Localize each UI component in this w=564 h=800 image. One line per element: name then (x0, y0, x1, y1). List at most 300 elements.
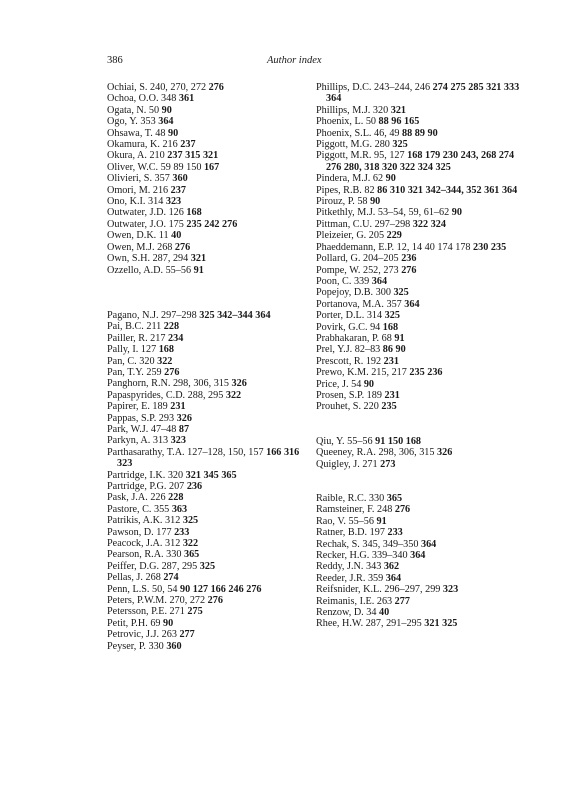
index-entry (316, 299, 521, 310)
page-references: 59 89 150 (160, 161, 202, 173)
index-entry (316, 550, 521, 561)
author-name: Pipes, R.B. (316, 184, 362, 196)
author-name: Owen, D.K. (107, 230, 157, 242)
index-entry (316, 618, 521, 629)
index-entry (107, 492, 302, 503)
bold-page-references: 87 (178, 423, 190, 435)
page-references: 320 (372, 104, 389, 116)
bold-page-references: 233 (174, 526, 190, 538)
bold-page-references: 274 (163, 572, 179, 584)
author-name: Prosen, S.P. (316, 389, 365, 401)
author-name: Park, W.J. (107, 423, 149, 435)
bold-page-references: 276 (401, 264, 417, 276)
page-references: 94 (370, 321, 381, 333)
page-references: 126 (168, 207, 184, 219)
page-references: 259 (146, 366, 162, 378)
bold-page-references: 231 (170, 401, 186, 413)
bold-page-references: 88 96 165 (378, 116, 420, 128)
bold-page-references: 277 (179, 629, 195, 641)
bold-page-references: 274 275 285 321 333 364 (326, 82, 520, 105)
page-references: 297–298 (161, 309, 197, 321)
bold-page-references: 322 324 (412, 218, 446, 230)
page-references: 263 (376, 595, 393, 607)
bold-page-references: 228 (168, 492, 184, 504)
index-entry (316, 596, 521, 607)
author-name: Piggott, M.R. (316, 150, 372, 162)
index-entry (316, 185, 521, 196)
author-name: Portanova, M.A. (316, 298, 384, 310)
bold-page-references: 321 (190, 253, 207, 265)
author-name: Olivieri, S. (107, 173, 152, 185)
index-entry (107, 242, 302, 253)
index-entry (316, 333, 521, 344)
author-name: Peiffer, D.G. (107, 560, 160, 572)
bold-page-references: 323 (442, 584, 459, 596)
index-entry (107, 618, 302, 629)
index-entry (107, 265, 302, 276)
author-name: Petit, P.H. (107, 617, 148, 629)
page-references: 192 (365, 355, 382, 367)
index-entry (107, 82, 302, 93)
bold-page-references: 325 (199, 560, 216, 572)
page-references: 204–205 (362, 253, 399, 265)
page-references: 271 (362, 458, 378, 470)
page-references: 220 (363, 401, 379, 413)
index-entry (107, 641, 302, 652)
page-references: 293 (158, 412, 175, 424)
bold-page-references: 364 (385, 572, 402, 584)
index-entry (107, 139, 302, 150)
author-name: Pappas, S.P. (107, 412, 157, 424)
page-references: 217 (150, 332, 166, 344)
bold-page-references: 362 (383, 561, 400, 573)
page-references: 314 (148, 196, 164, 208)
page-references: 296–297, 299 (384, 584, 441, 596)
bold-page-references: 321 345 365 (185, 469, 237, 481)
author-name: Parthasarathy, T.A. (107, 446, 185, 458)
index-entry (316, 344, 521, 355)
index-column-left (107, 82, 302, 652)
page-references: 54 (351, 378, 362, 390)
author-name: Pellas, J. (107, 572, 143, 584)
index-entry (316, 584, 521, 595)
bold-page-references: 91 (394, 332, 405, 344)
index-entry (107, 447, 302, 470)
page-references: 298, 306, 315 (378, 447, 435, 459)
bold-page-references: 168 (382, 321, 399, 333)
bold-page-references: 325 342–344 364 (199, 309, 271, 321)
index-entry (107, 538, 302, 549)
page-references: 226 (150, 492, 166, 504)
bold-page-references: 237 (170, 184, 186, 196)
index-entry (107, 253, 302, 264)
index-entry (316, 253, 521, 264)
index-entry (107, 413, 302, 424)
index-entry (107, 629, 302, 640)
author-name: Ozzello, A.D. (107, 264, 164, 276)
page-references: 330 (368, 493, 385, 504)
page-references: 50, 54 (152, 583, 178, 595)
author-name: Prewo, K.M. (316, 367, 369, 379)
index-entry (316, 196, 521, 207)
page-references: 355 (153, 503, 170, 515)
page-references: 189 (366, 389, 382, 401)
page-references: 298, 306, 315 (172, 378, 229, 390)
index-entry (107, 515, 302, 526)
index-entry (107, 230, 302, 241)
author-name: Papaspyrides, C.D. (107, 389, 186, 401)
index-entry (107, 93, 302, 104)
bold-page-references: 360 (166, 640, 182, 652)
page-references: 216 (162, 139, 178, 151)
author-name: Prescott, R. (316, 355, 364, 367)
bold-page-references: 235 (381, 401, 397, 413)
bold-page-references: 326 (231, 378, 247, 390)
index-entry (316, 287, 521, 298)
author-name: Rao, V. (316, 515, 346, 527)
author-name: Ono, K.I. (107, 196, 146, 208)
page-references: 55–56 (165, 264, 192, 276)
index-entry (316, 504, 521, 515)
page-references: 34 (366, 607, 377, 619)
author-name: Owen, M.J. (107, 241, 155, 253)
page-references: 215, 217 (371, 367, 407, 379)
author-name: Pan, C. (107, 355, 137, 367)
bold-page-references: 90 (163, 617, 174, 629)
index-entry (107, 606, 302, 617)
page-references: 189 (152, 401, 168, 413)
index-entry (316, 390, 521, 401)
page-references: 280 (374, 139, 390, 151)
page-references: 268 (145, 572, 161, 584)
author-name: Prabhakaran, P. (316, 332, 380, 344)
bold-page-references: 229 (386, 230, 402, 242)
page-references: 58 (357, 196, 368, 208)
bold-page-references: 90 (385, 173, 396, 185)
author-name: Outwater, J.O. (107, 218, 167, 230)
index-entry (316, 459, 521, 470)
author-name: Pitkethly, M.J. (316, 207, 376, 219)
bold-page-references: 273 (380, 458, 396, 470)
bold-page-references: 276 (394, 504, 411, 516)
author-name: Pastore, C. (107, 503, 152, 515)
author-name: Qiu, Y. (316, 435, 345, 447)
page-references: 11 (158, 230, 169, 242)
page-references: 210 (149, 150, 165, 162)
page-references: 248 (377, 504, 393, 516)
author-name: Okura, A. (107, 150, 147, 162)
page-references: 297–298 (374, 218, 411, 230)
author-name: Ochiai, S. (107, 82, 148, 93)
bold-page-references: 325 (392, 139, 408, 151)
page-references: 47–48 (150, 423, 177, 435)
page-references: 12, 14 40 174 178 (396, 241, 471, 253)
index-entry (316, 105, 521, 116)
author-name: Povirk, G.C. (316, 321, 368, 333)
bold-page-references: 275 (187, 606, 203, 618)
index-entry (107, 549, 302, 560)
index-entry (316, 242, 521, 253)
bold-page-references: 91 (376, 515, 387, 527)
index-entry (316, 128, 521, 139)
author-name: Queeney, R.A. (316, 447, 376, 459)
index-entry (107, 572, 302, 583)
author-name: Porter, D.L. (316, 310, 365, 322)
author-name: Phillips, D.C. (316, 82, 372, 93)
index-entry (107, 595, 302, 606)
index-entry (107, 116, 302, 127)
index-entry (107, 527, 302, 538)
bold-page-references: 167 (203, 161, 220, 173)
author-name: Pompe, W. (316, 264, 361, 276)
page-references: 252, 273 (362, 264, 399, 276)
author-name: Rhee, H.W. (316, 618, 364, 630)
page-references: 243–244, 246 (374, 82, 431, 93)
bold-page-references: 276 (174, 241, 191, 253)
bold-page-references: 326 (437, 447, 453, 459)
bold-page-references: 364 (410, 550, 426, 562)
page-references: 339–340 (371, 550, 408, 562)
page-references: 271 (169, 606, 185, 618)
author-name: Pleizeier, G. (316, 230, 367, 242)
author-name: Ohsawa, T. (107, 127, 153, 139)
page-number: 386 (107, 55, 123, 66)
author-name: Partridge, I.K. (107, 469, 166, 481)
page-references: 348 (161, 93, 177, 105)
author-name: Ogata, N. (107, 104, 147, 116)
page-references: 320 (167, 469, 184, 481)
bold-page-references: 90 (161, 104, 172, 116)
bold-page-references: 88 89 90 (402, 127, 438, 139)
page-references: 216 (152, 184, 169, 196)
page-references: 339 (353, 275, 370, 287)
index-entry (316, 401, 521, 412)
page-references: 48 (155, 127, 166, 139)
index-entry (107, 162, 302, 173)
author-name: Renzow, D. (316, 607, 364, 619)
bold-page-references: 325 (182, 515, 199, 527)
index-entry (316, 527, 521, 538)
author-name: Peters, P.W.M. (107, 595, 167, 607)
index-column-right (316, 82, 521, 630)
index-entry (107, 561, 302, 572)
author-name: Pailler, R. (107, 332, 148, 344)
author-name: Own, S.H. (107, 253, 151, 265)
index-entry (316, 436, 521, 447)
bold-page-references: 235 236 (409, 367, 443, 379)
index-entry (316, 493, 521, 504)
author-name: Phoenix, L. (316, 116, 364, 128)
index-entry (107, 310, 302, 321)
author-name: Okamura, K. (107, 139, 160, 151)
bold-page-references: 166 316 323 (117, 446, 300, 470)
index-entry (316, 116, 521, 127)
author-name: Petrovic, J.J. (107, 629, 160, 641)
bold-page-references: 233 (387, 527, 403, 539)
page-references: 95, 127 (374, 150, 405, 162)
bold-page-references: 361 (178, 93, 195, 105)
bold-page-references: 91 (193, 264, 204, 276)
page-references: 53–54, 59, 61–62 (377, 207, 450, 219)
page-references: 207 (168, 481, 185, 492)
bold-page-references: 231 (384, 389, 400, 401)
index-entry (316, 516, 521, 527)
index-entry (316, 230, 521, 241)
author-name: Petersson, P.E. (107, 606, 167, 618)
author-name: Pask, J.A. (107, 492, 148, 504)
bold-page-references: 325 (384, 310, 400, 322)
author-name: Price, J. (316, 378, 349, 390)
author-name: Patrikis, A.K. (107, 515, 163, 527)
page-references: 345, 349–350 (362, 538, 419, 550)
page-references: 175 (168, 218, 184, 230)
author-name: Omori, M. (107, 184, 151, 196)
author-name: Phillips, M.J. (316, 104, 371, 116)
index-entry (316, 561, 521, 572)
page-references: 50 (148, 104, 160, 116)
index-entry (316, 150, 521, 173)
bold-page-references: 230 235 (473, 241, 507, 253)
author-name: Pagano, N.J. (107, 309, 159, 321)
author-name: Phoenix, S.L. (316, 127, 372, 139)
bold-page-references: 365 (386, 493, 403, 504)
page-references: 68 (381, 332, 392, 344)
bold-page-references: 237 315 321 (167, 150, 219, 162)
author-name: Peacock, J.A. (107, 538, 163, 550)
bold-page-references: 321 325 (424, 618, 458, 630)
author-name: Pindera, M.J. (316, 173, 371, 185)
index-entry (316, 573, 521, 584)
index-entry (107, 105, 302, 116)
page-references: 312 (165, 515, 181, 527)
bold-page-references: 322 (182, 538, 199, 550)
page-references: 263 (161, 629, 177, 641)
index-entry (316, 356, 521, 367)
bold-page-references: 90 (370, 196, 381, 208)
bold-page-references: 365 (183, 549, 200, 561)
index-entry (316, 139, 521, 150)
bold-page-references: 321 (390, 104, 407, 116)
index-entry (107, 344, 302, 355)
page-references: 205 (368, 230, 385, 242)
index-entry (107, 173, 302, 184)
bold-page-references: 276 (164, 366, 180, 378)
author-name: Recker, H.G. (316, 550, 370, 562)
author-name: Ochoa, O.O. (107, 93, 159, 105)
bold-page-references: 91 150 168 (375, 435, 421, 447)
bold-page-references: 323 (170, 435, 186, 447)
page-references: 357 (154, 173, 170, 185)
bold-page-references: 276 (207, 595, 223, 607)
page-references: 46, 49 (374, 127, 400, 139)
page-references: 82–83 (354, 344, 381, 356)
author-name: Parkyn, A. (107, 435, 151, 447)
index-entry (316, 322, 521, 333)
bold-page-references: 236 (401, 253, 417, 265)
bold-page-references: 228 (163, 321, 180, 333)
index-entry (316, 447, 521, 458)
page-references: 177 (156, 526, 172, 538)
index-entry (316, 173, 521, 184)
page-references: 62 (372, 173, 384, 185)
author-name: Oliver, W.C. (107, 161, 159, 173)
index-entry (316, 265, 521, 276)
author-name: Outwater, J.D. (107, 207, 167, 219)
index-entry (107, 219, 302, 230)
index-entry (316, 379, 521, 390)
page-references: 127 (140, 344, 157, 356)
bold-page-references: 326 (176, 412, 192, 424)
index-entry (107, 401, 302, 412)
author-name: Pirouz, P. (316, 196, 355, 208)
bold-page-references: 363 (171, 503, 188, 515)
bold-page-references: 322 (225, 389, 242, 401)
index-entry (316, 310, 521, 321)
bold-page-references: 276 (208, 82, 224, 93)
index-entry (107, 584, 302, 595)
author-name: Poon, C. (316, 275, 352, 287)
index-entry (316, 539, 521, 550)
bold-page-references: 360 (172, 173, 188, 185)
index-entry (316, 219, 521, 230)
bold-page-references: 40 (379, 607, 390, 619)
index-entry (316, 276, 521, 287)
page-references: 197 (369, 527, 385, 539)
bold-page-references: 86 310 321 342–344, 352 361 364 (377, 184, 518, 196)
author-name: Phaeddemann, E.P. (316, 241, 395, 253)
index-entry (107, 321, 302, 332)
page-references: 320 (139, 355, 155, 367)
author-name: Piggott, M.G. (316, 139, 373, 151)
author-name: Prouhet, S. (316, 401, 361, 413)
index-entry (107, 367, 302, 378)
bold-page-references: 90 (363, 378, 375, 390)
author-name: Ramsteiner, F. (316, 504, 375, 516)
page-references: 287, 295 (161, 560, 198, 572)
bold-page-references: 90 (168, 127, 179, 139)
author-name: Reeder, J.R. (316, 572, 366, 584)
author-name: Penn, L.S. (107, 583, 150, 595)
page-references: 314 (366, 310, 383, 322)
author-name: Pittman, C.U. (316, 218, 373, 230)
bold-page-references: 364 (158, 116, 174, 128)
index-entry (107, 356, 302, 367)
page-header (107, 55, 457, 69)
author-name: Reddy, J.N. (316, 561, 364, 573)
bold-page-references: 364 (371, 275, 388, 287)
running-title: Author index (267, 55, 322, 66)
page-references: 211 (146, 321, 162, 333)
bold-page-references: 364 (404, 298, 420, 310)
bold-page-references: 90 (451, 207, 462, 219)
author-name: Ogo, Y. (107, 116, 138, 128)
author-name: Pawson, D. (107, 526, 154, 538)
author-name: Popejoy, D.B. (316, 287, 374, 299)
page-references: 50 (365, 116, 376, 128)
author-name: Pollard, G. (316, 253, 361, 265)
page-references: 312 (165, 538, 181, 550)
index-entry (107, 504, 302, 515)
page-references: 330 (148, 640, 164, 652)
bold-page-references: 322 (157, 355, 173, 367)
page-references: 55–56 (348, 515, 374, 527)
author-name: Partridge, P.G. (107, 481, 167, 492)
page-references: 287, 294 (152, 253, 189, 265)
page-references: 82 (364, 184, 375, 196)
index-entry (316, 607, 521, 618)
bold-page-references: 168 (158, 344, 174, 356)
bold-page-references: 231 (383, 355, 399, 367)
